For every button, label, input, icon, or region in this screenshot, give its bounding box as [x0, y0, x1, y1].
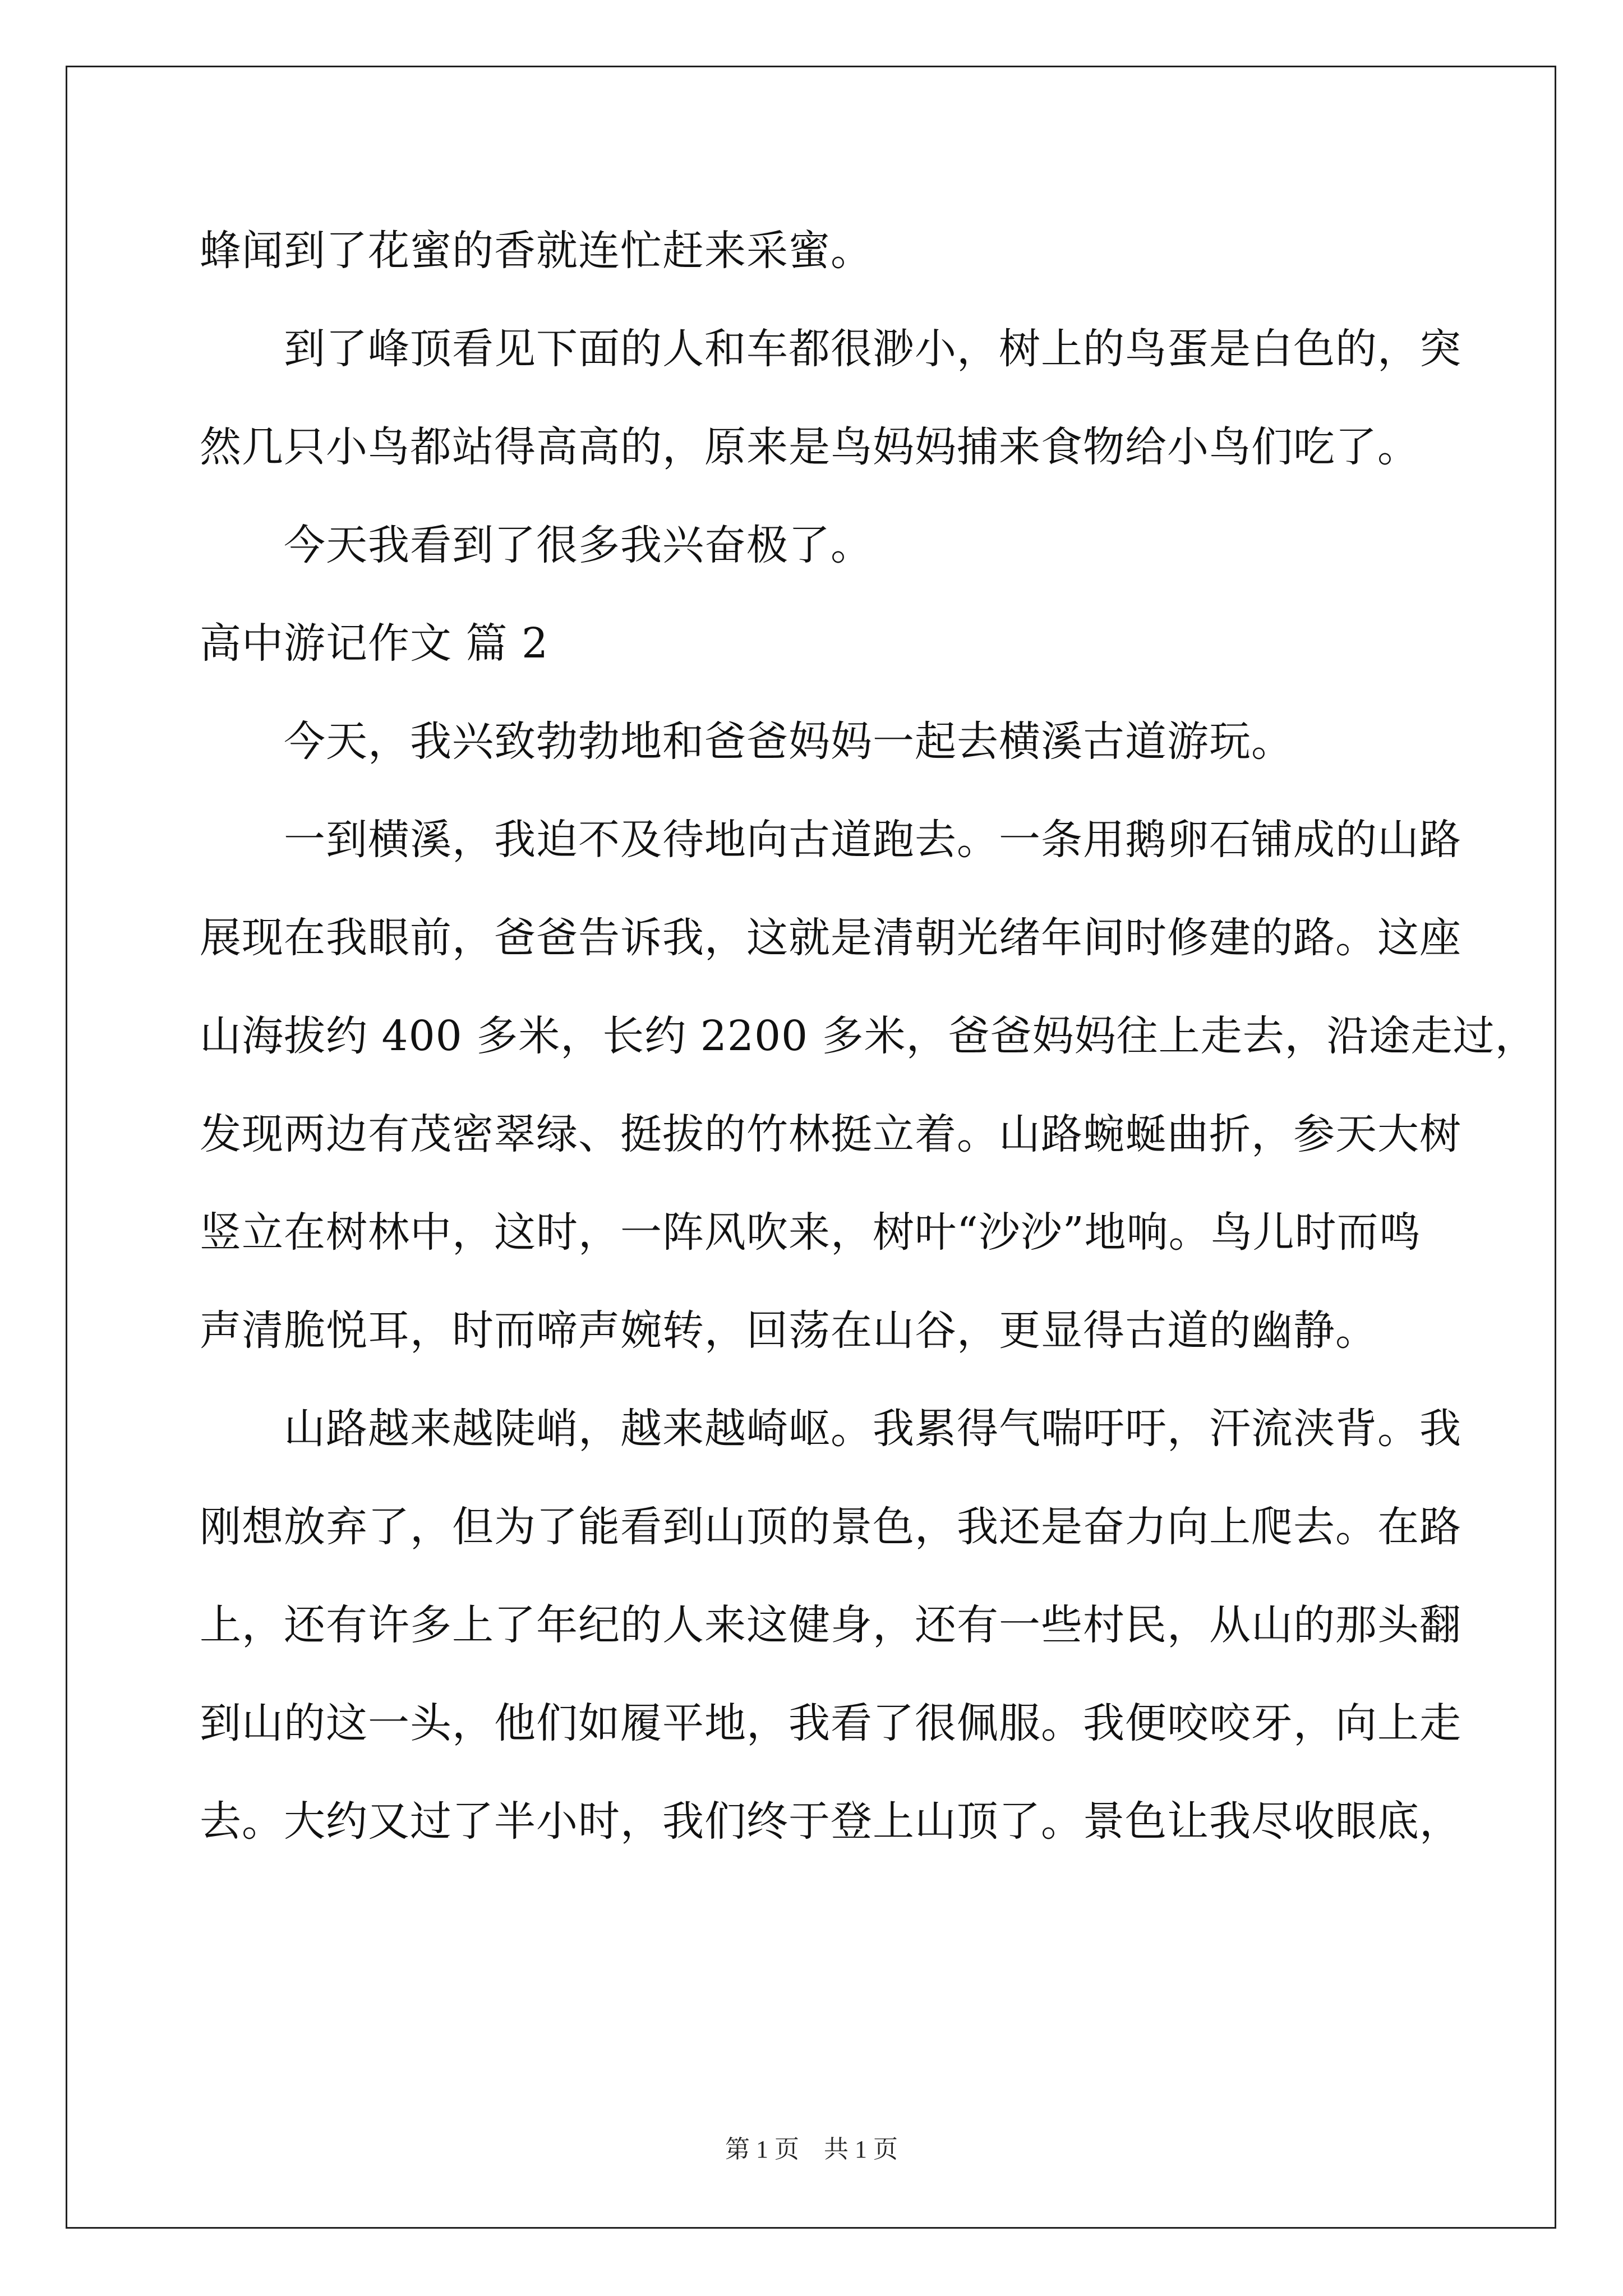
text-line: 今天，我兴致勃勃地和爸爸妈妈一起去横溪古道游玩。: [284, 717, 1293, 766]
section-heading: 高中游记作文 篇 2: [200, 619, 549, 668]
text-line: 竖立在树林中，这时，一阵风吹来，树叶“沙沙”地响。鸟儿时而鸣: [200, 1208, 1421, 1257]
text-line: 蜂闻到了花蜜的香就连忙赶来采蜜。: [200, 227, 873, 275]
text-line: 到了峰顶看见下面的人和车都很渺小，树上的鸟蛋是白色的，突: [284, 325, 1461, 373]
text-line: 然几只小鸟都站得高高的，原来是鸟妈妈捕来食物给小鸟们吃了。: [200, 423, 1419, 471]
text-line: 一到横溪，我迫不及待地向古道跑去。一条用鹅卵石铺成的山路: [284, 816, 1461, 864]
text-line: 声清脆悦耳，时而啼声婉转，回荡在山谷，更显得古道的幽静。: [200, 1306, 1377, 1355]
page-number-footer: 第 1 页 共 1 页: [725, 2136, 898, 2163]
text-line: 山路越来越陡峭，越来越崎岖。我累得气喘吁吁，汗流浃背。我: [284, 1405, 1461, 1453]
text-line: 发现两边有茂密翠绿、挺拔的竹林挺立着。山路蜿蜒曲折，参天大树: [200, 1110, 1461, 1158]
text-line: 上，还有许多上了年纪的人来这健身，还有一些村民，从山的那头翻: [200, 1601, 1461, 1649]
text-line: 到山的这一头，他们如履平地，我看了很佩服。我便咬咬牙，向上走: [200, 1699, 1461, 1747]
text-line: 今天我看到了很多我兴奋极了。: [284, 521, 873, 569]
text-line: 展现在我眼前，爸爸告诉我，这就是清朝光绪年间时修建的路。这座: [200, 914, 1461, 962]
document-body: [200, 202, 1537, 1871]
text-line: 去。大约又过了半小时，我们终于登上山顶了。景色让我尽收眼底，: [200, 1797, 1461, 1846]
text-line: 山海拔约 400 多米，长约 2200 多米，爸爸妈妈往上走去，沿途走过，: [200, 1012, 1537, 1060]
text-line: 刚想放弃了，但为了能看到山顶的景色，我还是奋力向上爬去。在路: [200, 1503, 1461, 1551]
